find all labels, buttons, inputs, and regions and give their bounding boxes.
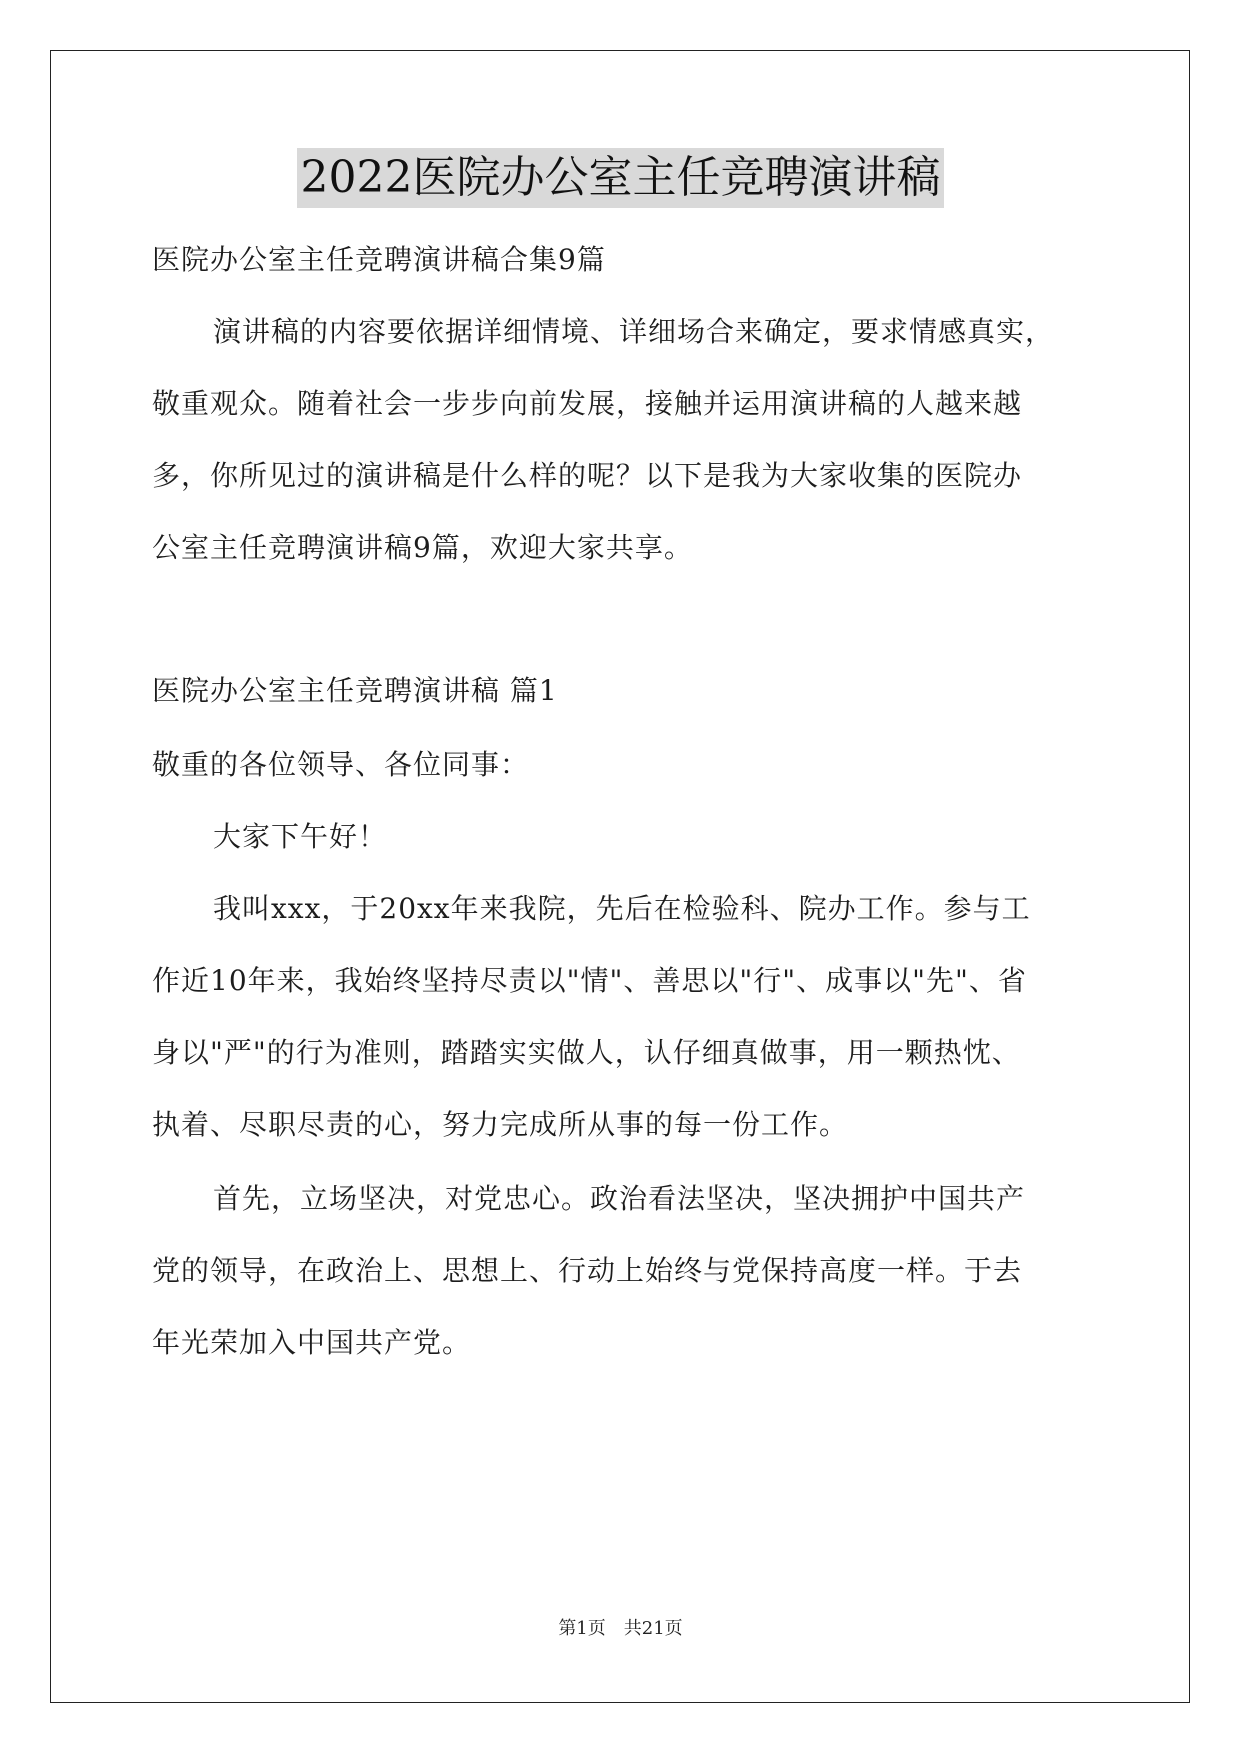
- greeting: 大家下午好！: [213, 820, 388, 853]
- title-text: 2022医院办公室主任竞聘演讲稿: [297, 148, 945, 208]
- page-border: [50, 50, 1190, 1703]
- intro-line-1: 演讲稿的内容要依据详细情境、详细场合来确定，要求情感真实，: [213, 315, 1055, 348]
- intro-line-4: 公室主任竞聘演讲稿9篇，欢迎大家共享。: [152, 531, 693, 564]
- subtitle: 医院办公室主任竞聘演讲稿合集9篇: [152, 243, 606, 276]
- page-total: 共21页: [623, 1618, 683, 1639]
- paragraph2-line-1: 首先，立场坚决，对党忠心。政治看法坚决，坚决拥护中国共产: [213, 1182, 1026, 1215]
- paragraph1-line-2: 作近10年来，我始终坚持尽责以"情"、善思以"行"、成事以"先"、省: [152, 964, 1027, 997]
- intro-line-3: 多，你所见过的演讲稿是什么样的呢？以下是我为大家收集的医院办: [152, 459, 1023, 492]
- salutation: 敬重的各位领导、各位同事：: [152, 748, 530, 781]
- section-heading: 医院办公室主任竞聘演讲稿 篇1: [152, 674, 558, 707]
- intro-line-2: 敬重观众。随着社会一步步向前发展，接触并运用演讲稿的人越来越: [152, 387, 1023, 420]
- paragraph1-line-4: 执着、尽职尽责的心，努力完成所从事的每一份工作。: [152, 1108, 849, 1141]
- document-title: [0, 148, 1241, 208]
- paragraph1-line-3: 身以"严"的行为准则，踏踏实实做人，认仔细真做事，用一颗热忱、: [152, 1036, 1021, 1069]
- page-footer: [0, 1617, 1241, 1641]
- paragraph1-line-1: 我叫xxx，于20xx年来我院，先后在检验科、院办工作。参与工: [213, 892, 1031, 925]
- paragraph2-line-3: 年光荣加入中国共产党。: [152, 1326, 472, 1359]
- paragraph2-line-2: 党的领导，在政治上、思想上、行动上始终与党保持高度一样。于去: [152, 1254, 1023, 1287]
- page-number: 第1页: [558, 1618, 606, 1639]
